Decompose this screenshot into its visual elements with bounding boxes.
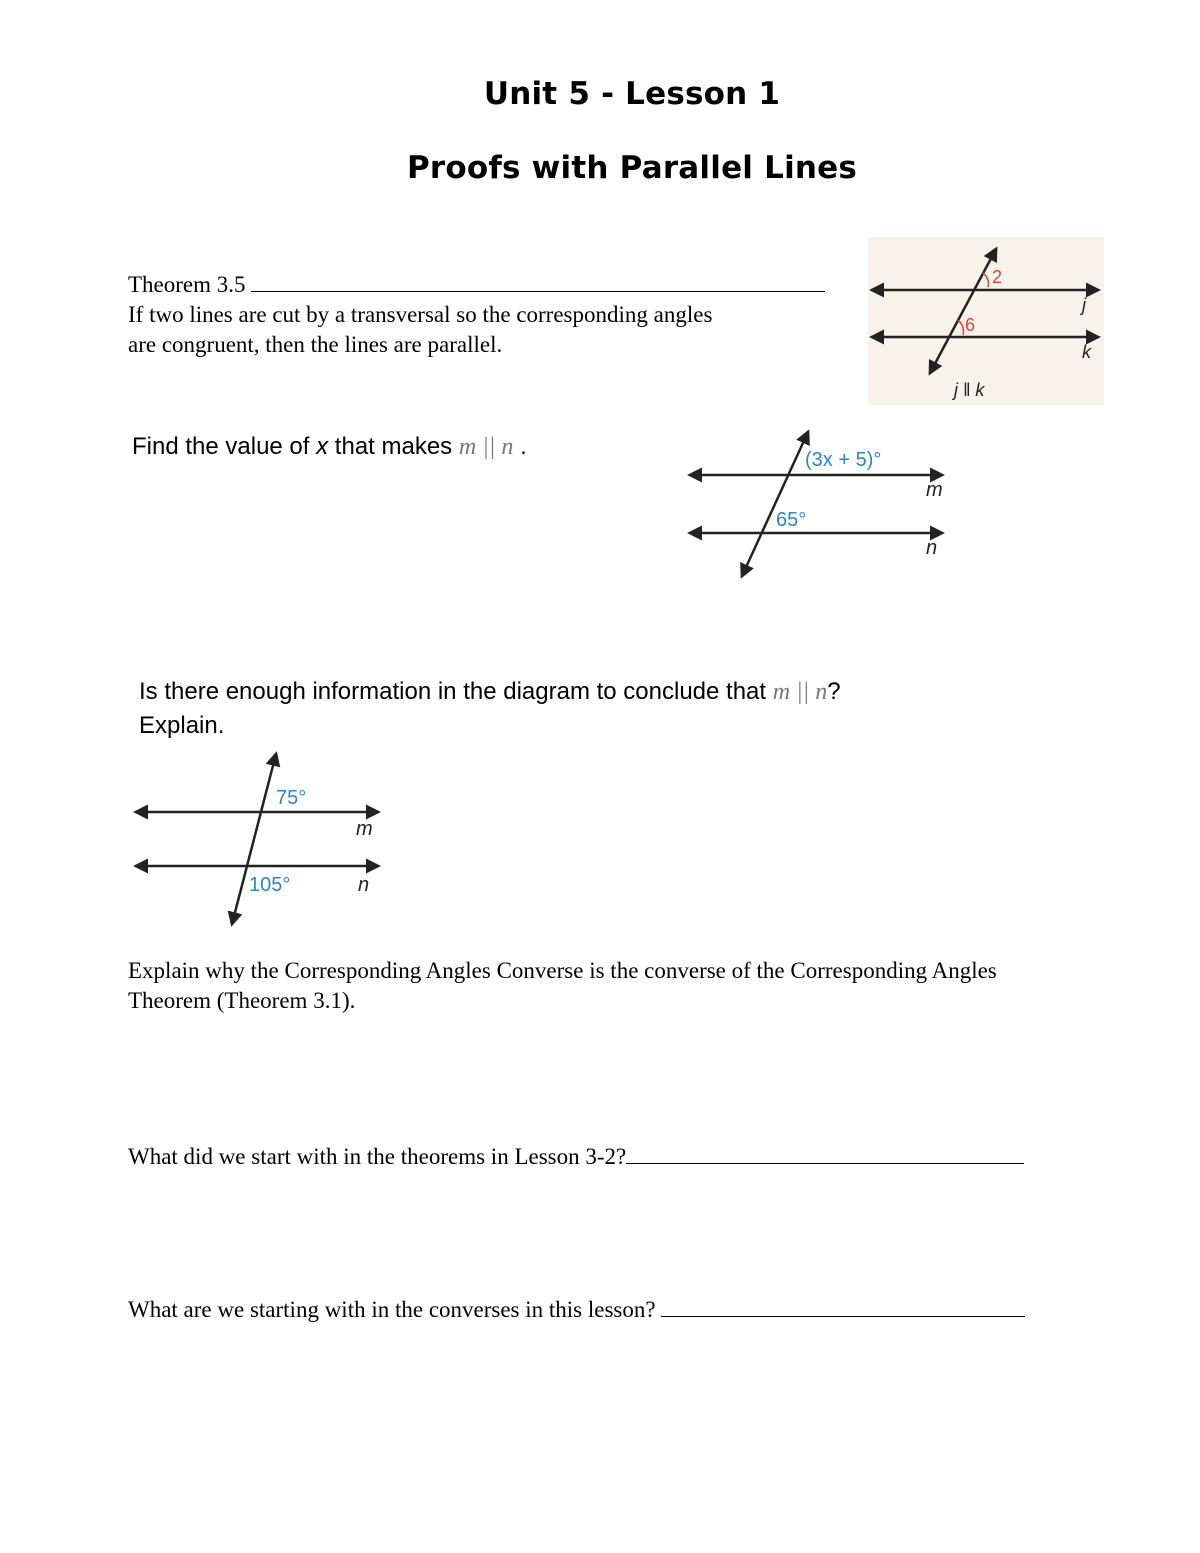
question2-answer-blank[interactable] xyxy=(661,1296,1025,1317)
problem1-middle: that makes xyxy=(334,433,453,460)
line-m-label: m xyxy=(926,479,943,501)
angle-2-label: 2 xyxy=(992,267,1003,287)
problem1-prefix: Find the value of xyxy=(132,433,310,460)
question2 xyxy=(128,1295,1128,1325)
problem1-variable: x xyxy=(316,433,329,460)
explain-line1: Explain why the Corresponding Angles Converse is the converse of the Corresponding Angles xyxy=(128,958,997,983)
angle-top-label: (3x + 5)° xyxy=(805,449,882,471)
angle-bottom-label: 65° xyxy=(776,509,807,531)
theorem-label: Theorem 3.5 xyxy=(128,272,246,297)
question1-text: What did we start with in the theorems in Lesson 3-2? xyxy=(128,1144,627,1169)
explain-question xyxy=(128,956,1128,1016)
line-n-label: n xyxy=(926,537,938,559)
theorem-name-blank[interactable] xyxy=(251,271,825,292)
line-n-label: n xyxy=(358,874,370,896)
explain-line2: Theorem (Theorem 3.1). xyxy=(128,988,356,1013)
problem2-line2: Explain. xyxy=(139,712,225,739)
problem2-relation: m || n xyxy=(772,679,828,705)
transversal xyxy=(232,754,276,924)
problem2-line1: Is there enough information in the diagram to conclude that xyxy=(139,678,767,705)
transversal xyxy=(742,432,808,576)
question1 xyxy=(128,1142,1128,1172)
angle-top-label: 75° xyxy=(276,787,307,809)
figure-background xyxy=(868,237,1104,405)
theorem-label-line xyxy=(128,270,848,300)
angle-6-label: 6 xyxy=(965,315,976,335)
line-j-label: j xyxy=(1082,295,1086,315)
parallel-lines-jk-figure xyxy=(868,237,1104,405)
theorem-text-line2: are congruent, then the lines are parallel. xyxy=(128,332,503,357)
parallel-caption: j ‖ k xyxy=(954,380,985,400)
problem2-end: ? xyxy=(827,678,841,705)
problem2-prompt xyxy=(139,675,939,742)
line-m-label: m xyxy=(356,818,373,840)
line-k-label: k xyxy=(1082,342,1091,362)
page-subtitle: Proofs with Parallel Lines xyxy=(406,150,858,186)
question1-answer-blank[interactable] xyxy=(626,1143,1024,1164)
problem1-relation: m || n xyxy=(458,434,514,460)
theorem-text-line1: If two lines are cut by a transversal so the corresponding angles xyxy=(128,302,713,327)
problem1-suffix: . xyxy=(520,433,527,460)
problem1-prompt xyxy=(132,430,527,464)
problem1-figure xyxy=(684,424,964,584)
problem2-figure xyxy=(128,748,388,930)
question2-text: What are we starting with in the converses in this lesson? xyxy=(128,1297,656,1322)
theorem-block xyxy=(128,270,848,360)
page-title: Unit 5 - Lesson 1 xyxy=(483,76,781,112)
angle-bottom-label: 105° xyxy=(249,874,291,896)
